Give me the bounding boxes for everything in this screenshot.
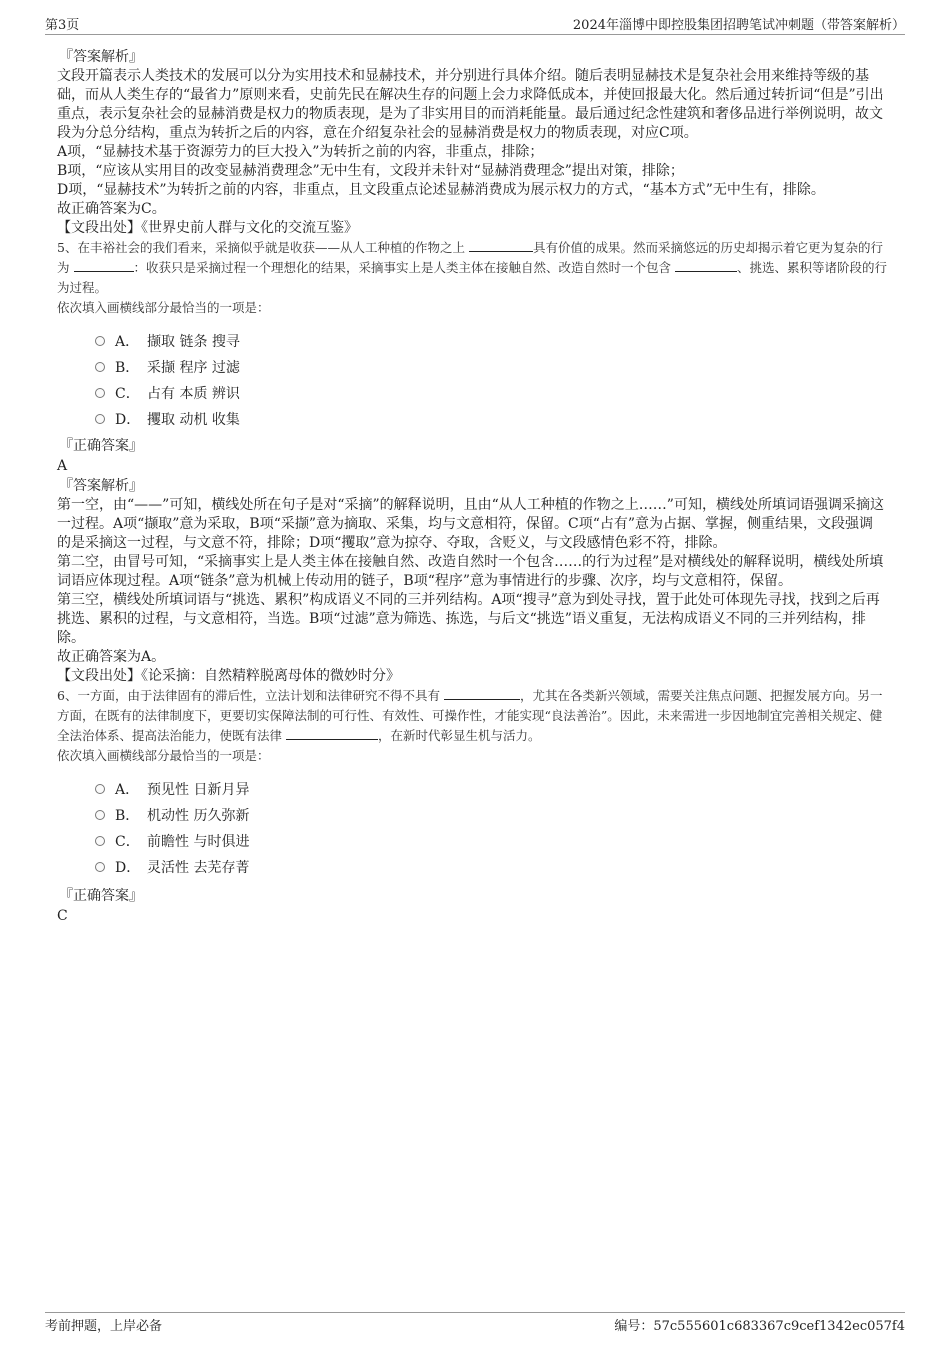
q5-stem: 5、在丰裕社会的我们看来，采摘似乎就是收获——从人工种植的作物之上 具有价值的成果。然而采摘悠远的历史却揭示着它更为复杂的行为 ：收获只是采摘过程一个理想化的结果，采摘事实上是人类主体在接触自然、改造自然时一个包含 、挑选、累积等诸阶段的行为过程。 — [57, 240, 888, 295]
q6-options — [95, 776, 887, 880]
q4-analysis-option-a: A项，“显赫技术基于资源劳力的巨大投入”为转折之前的内容，非重点，排除； — [57, 144, 544, 160]
q5-option-b[interactable]: B． 采撷 程序 过滤 — [95, 354, 887, 380]
q5-options — [95, 328, 887, 432]
radio-icon[interactable] — [95, 810, 105, 820]
radio-icon[interactable] — [95, 414, 105, 424]
q5-answer: A — [57, 458, 68, 474]
radio-icon[interactable] — [95, 362, 105, 372]
q4-analysis-option-d: D项，“显赫技术”为转折之前的内容，非重点，且文段重点论述显赫消费成为展示权力的方式，“基本方式”无中生有，排除。 — [57, 182, 825, 198]
q5-analysis-2: 第二空，由冒号可知，“采摘事实上是人类主体在接触自然、改造自然时一个包含……的行为过程”是对横线处的解释说明，横线处所填词语应体现过程。A项“链条”意为机械上传动用的链子，B项“程序”意为事情进行的步骤、次序，均与文意相符，保留。 — [57, 554, 884, 589]
q5-analysis-1: 第一空，由“——”可知，横线处所在句子是对“采摘”的解释说明，且由“从人工种植的作物之上……”可知，横线处所填词语强调采摘这一过程。A项“撷取”意为采取，B项“采撷”意为摘取、采集，均与文意相符，保留。C项“占有”意为占据、掌握，侧重结果，文段强调的是采摘这一过程，与文意不符，排除；D项“攫取”意为掠夺、夺取，含贬义，与文段感情色彩不符，排除。 — [57, 497, 884, 551]
q5-instruction: 依次填入画横线部分最恰当的一项是： — [57, 300, 270, 315]
page-footer — [45, 1312, 905, 1334]
page-number: 第3页 — [45, 18, 80, 33]
document-body — [57, 47, 887, 926]
q5-blank-3 — [675, 259, 737, 272]
q5-source: 【文段出处】《论采摘：自然精粹脱离母体的微妙时分》 — [57, 668, 400, 684]
q6-blank-1 — [444, 687, 520, 700]
footer-serial: 编号：57c555601c683367c9cef1342ec057f4 — [614, 1319, 905, 1334]
radio-icon[interactable] — [95, 836, 105, 846]
q6-option-d[interactable]: D． 灵活性 去芜存菁 — [95, 854, 887, 880]
q5-option-a[interactable]: A． 撷取 链条 搜寻 — [95, 328, 887, 354]
q6-blank-2 — [286, 727, 378, 740]
q5-answer-tag: 『正确答案』 — [59, 438, 143, 454]
q5-conclusion: 故正确答案为A。 — [57, 649, 166, 665]
q6-option-b[interactable]: B． 机动性 历久弥新 — [95, 802, 887, 828]
q4-source: 【文段出处】《世界史前人群与文化的交流互鉴》 — [57, 220, 358, 236]
q6-answer: C — [57, 908, 68, 924]
q6-option-c[interactable]: C． 前瞻性 与时俱进 — [95, 828, 887, 854]
q5-blank-1 — [469, 239, 533, 252]
q6-option-a[interactable]: A． 预见性 日新月异 — [95, 776, 887, 802]
q5-analysis-3: 第三空，横线处所填词语与“挑选、累积”构成语义不同的三并列结构。A项“搜寻”意为到处寻找，置于此处可体现先寻找，找到之后再挑选、累积的过程，与文意相符，当选。B项“过滤”意为筛选、拣选，与后文“挑选”语义重复，无法构成语义不同的三并列结构，排除。 — [57, 592, 880, 646]
q4-analysis-tag: 『答案解析』 — [59, 49, 143, 65]
q4-analysis-paragraph: 文段开篇表示人类技术的发展可以分为实用技术和显赫技术，并分别进行具体介绍。随后表明显赫技术是复杂社会用来维持等级的基础，而从人类生存的“最省力”原则来看，史前先民在解决生存的问题上会力求降低成本，并使回报最大化。然后通过转折词“但是”引出重点，表示复杂社会的显赫消费是权力的物质表现，是为了非实用目的而消耗能量。最后通过纪念性建筑和奢侈品进行举例说明，故文段为分总分结构，重点为转折之后的内容，意在介绍复杂社会的显赫消费是权力的物质表现，对应C项。 — [57, 68, 884, 141]
q5-option-d[interactable]: D． 攫取 动机 收集 — [95, 406, 887, 432]
q6-stem: 6、一方面，由于法律固有的滞后性，立法计划和法律研究不得不具有 ，尤其在各类新兴领域，需要关注焦点问题、把握发展方向。另一方面，在既有的法律制度下，更要切实保障法制的可行性、有效性、可操作性，才能实现“良法善治”。因此，未来需进一步因地制宜完善相关规定、健全法治体系、提高法治能力，使既有法律 ，在新时代彰显生机与活力。 — [57, 688, 883, 743]
page-header — [45, 12, 905, 35]
radio-icon[interactable] — [95, 336, 105, 346]
document-title: 2024年淄博中即控股集团招聘笔试冲刺题（带答案解析） — [572, 18, 905, 33]
q6-instruction: 依次填入画横线部分最恰当的一项是： — [57, 748, 270, 763]
q4-conclusion: 故正确答案为C。 — [57, 201, 166, 217]
radio-icon[interactable] — [95, 388, 105, 398]
radio-icon[interactable] — [95, 862, 105, 872]
q6-answer-tag: 『正确答案』 — [59, 888, 143, 904]
q5-option-c[interactable]: C． 占有 本质 辨识 — [95, 380, 887, 406]
radio-icon[interactable] — [95, 784, 105, 794]
q5-blank-2 — [74, 259, 134, 272]
q5-analysis-tag: 『答案解析』 — [59, 478, 143, 494]
q4-analysis-option-b: B项，“应该从实用目的改变显赫消费理念”无中生有，文段并未针对“显赫消费理念”提出对策，排除； — [57, 163, 684, 179]
footer-slogan: 考前押题，上岸必备 — [45, 1319, 163, 1334]
